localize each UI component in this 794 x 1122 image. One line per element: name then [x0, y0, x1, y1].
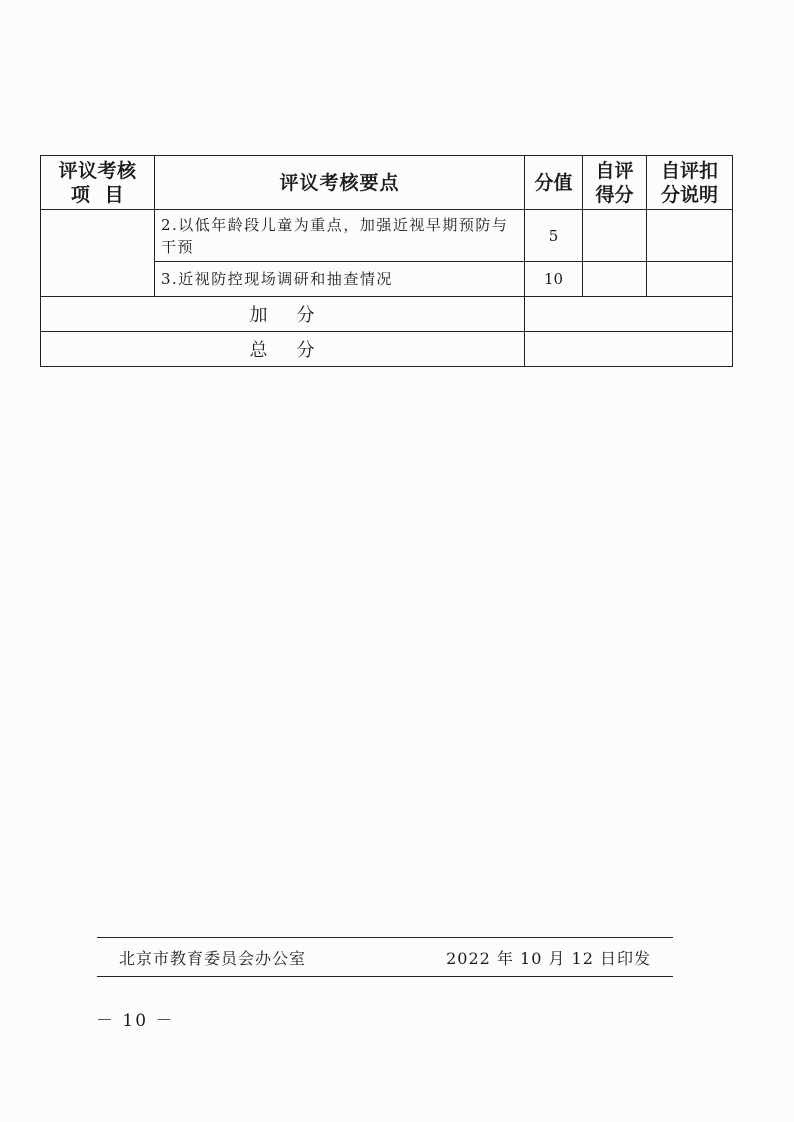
header-note	[647, 156, 733, 210]
total-value	[525, 332, 733, 367]
bonus-label-a: 加	[249, 305, 269, 326]
total-label-a: 总	[249, 340, 269, 361]
note-cell	[647, 210, 733, 262]
total-label	[41, 332, 525, 367]
score-cell: 5	[525, 210, 583, 262]
header-self	[583, 156, 647, 210]
self-score-cell	[583, 210, 647, 262]
header-note-line1: 自评扣	[660, 159, 718, 182]
table-row	[41, 210, 733, 262]
point-cell: 2.以低年龄段儿童为重点，加强近视早期预防与干预	[155, 210, 525, 262]
bonus-row	[41, 297, 733, 332]
header-self-line1: 自评	[595, 159, 634, 182]
note-cell	[647, 262, 733, 297]
evaluation-table	[40, 155, 733, 367]
bonus-label-b: 分	[296, 305, 316, 326]
item-cell	[41, 210, 155, 297]
score-cell: 10	[525, 262, 583, 297]
total-row	[41, 332, 733, 367]
header-row	[41, 156, 733, 210]
total-label-b: 分	[296, 340, 316, 361]
bonus-value	[525, 297, 733, 332]
header-main: 评议考核要点	[155, 156, 525, 210]
issuer-name: 北京市教育委员会办公室	[119, 949, 307, 968]
page-number: － 10 －	[96, 1011, 175, 1031]
header-item-line1: 评议考核	[58, 159, 137, 182]
header-item	[41, 156, 155, 210]
header-score: 分值	[525, 156, 583, 210]
header-note-line2: 分说明	[660, 183, 718, 206]
header-self-line2: 得分	[595, 183, 634, 206]
self-score-cell	[583, 262, 647, 297]
header-item-line2: 项 目	[70, 183, 125, 206]
issuance-footer	[97, 937, 673, 977]
point-cell: 3.近视防控现场调研和抽查情况	[155, 262, 525, 297]
bonus-label	[41, 297, 525, 332]
issue-date: 2022 年 10 月 12 日印发	[446, 949, 651, 968]
